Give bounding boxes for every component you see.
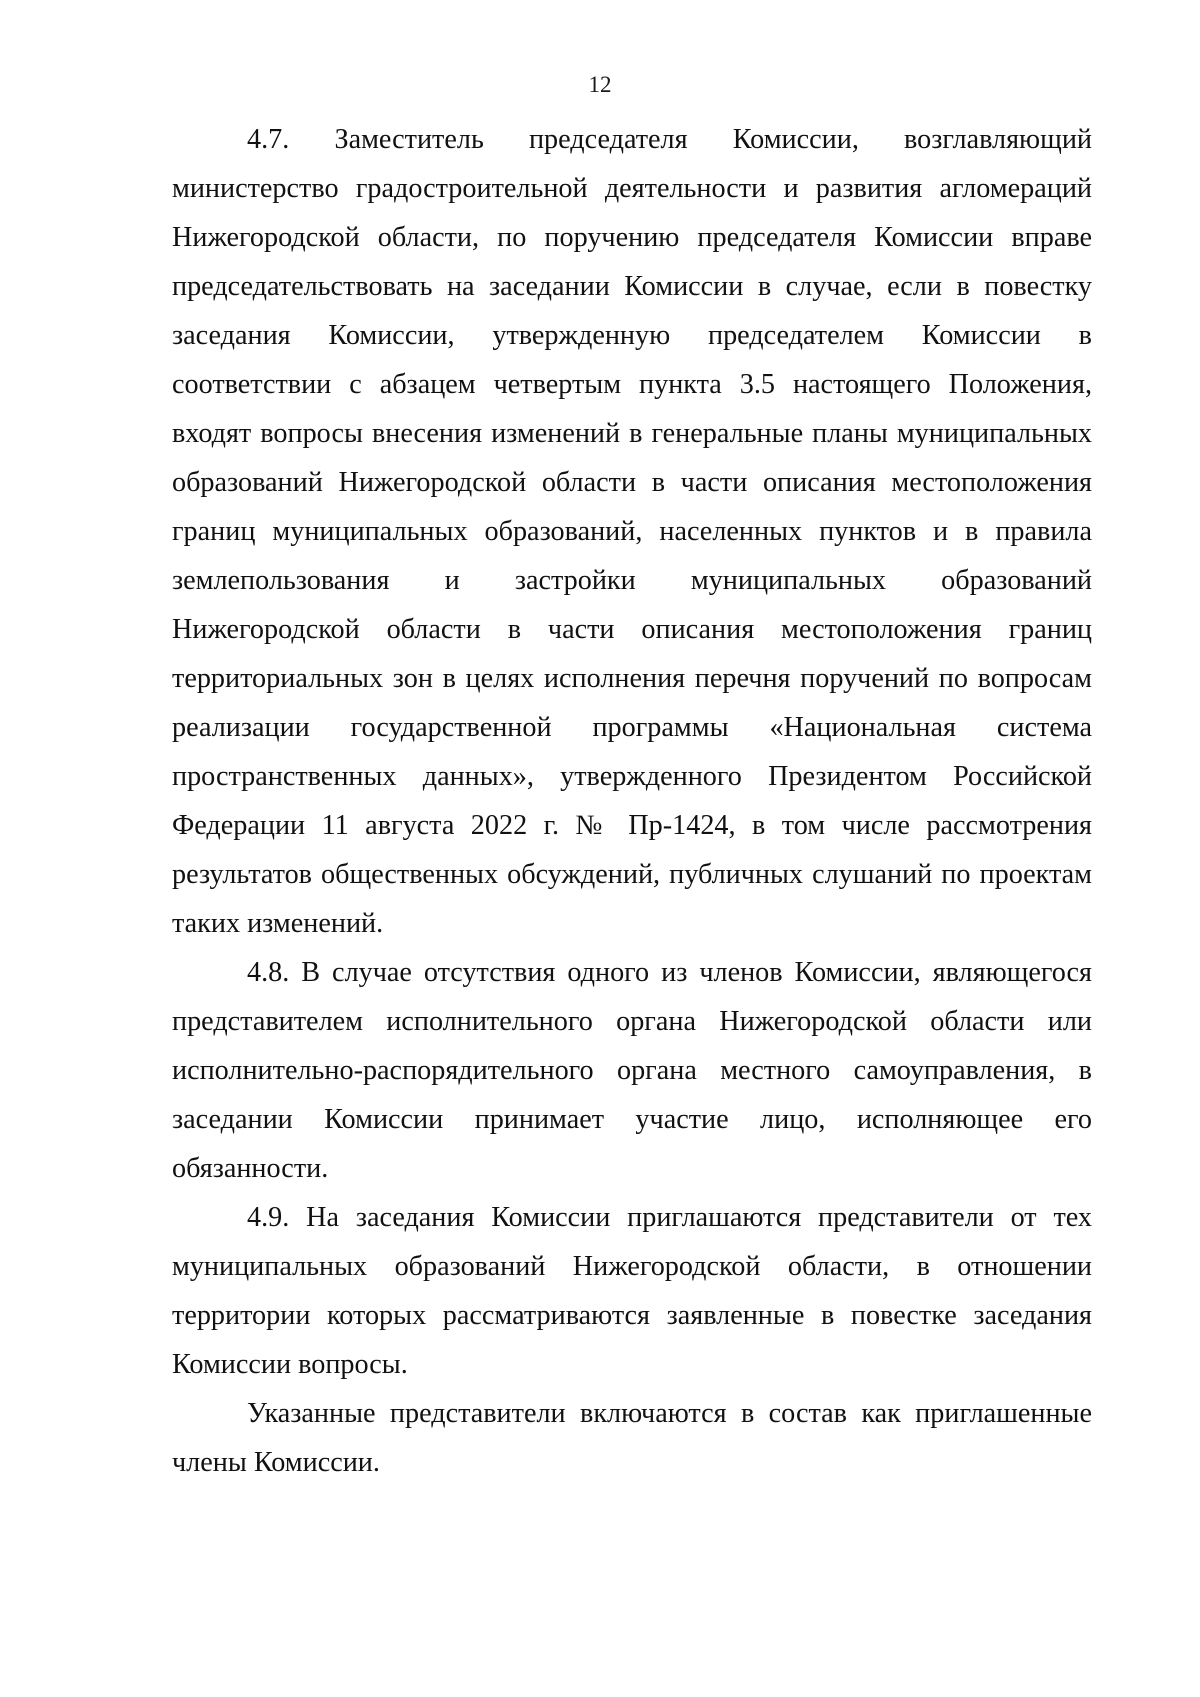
document-body <box>172 115 1092 1487</box>
paragraph-4-7: 4.7. Заместитель председателя Комиссии, возглавляющий министерство градостроительной деятельности и развития агломераций Нижегородской области, по поручению председателя Комиссии вправе председательствовать на заседании Комиссии в случае, если в повестку заседания Комиссии, утвержденную председателем Комиссии в соответствии с абзацем четвертым пункта 3.5 настоящего Положения, входят вопросы внесения изменений в генеральные планы муниципальных образований Нижегородской области в части описания местоположения границ муниципальных образований, населенных пунктов и в правила землепользования и застройки муниципальных образований Нижегородской области в части описания местоположения границ территориальных зон в целях исполнения перечня поручений по вопросам реализации государственной программы «Национальная система пространственных данных», утвержденного Президентом Российской Федерации 11 августа 2022 г. № Пр-1424, в том числе рассмотрения результатов общественных обсуждений, публичных слушаний по проектам таких изменений. <box>172 124 1092 939</box>
paragraph-representatives: Указанные представители включаются в состав как приглашенные члены Комиссии. <box>172 1398 1092 1478</box>
paragraph-4-9: 4.9. На заседания Комиссии приглашаются представители от тех муниципальных образований Нижегородской области, в отношении территории которых рассматриваются заявленные в повестке заседания Комиссии вопросы. <box>172 1202 1092 1380</box>
page-number: 12 <box>588 72 612 97</box>
paragraph-4-8: 4.8. В случае отсутствия одного из членов Комиссии, являющегося представителем исполнительного органа Нижегородской области или исполнительно-распорядительного органа местного самоуправления, в заседании Комиссии принимает участие лицо, исполняющее его обязанности. <box>172 957 1092 1184</box>
